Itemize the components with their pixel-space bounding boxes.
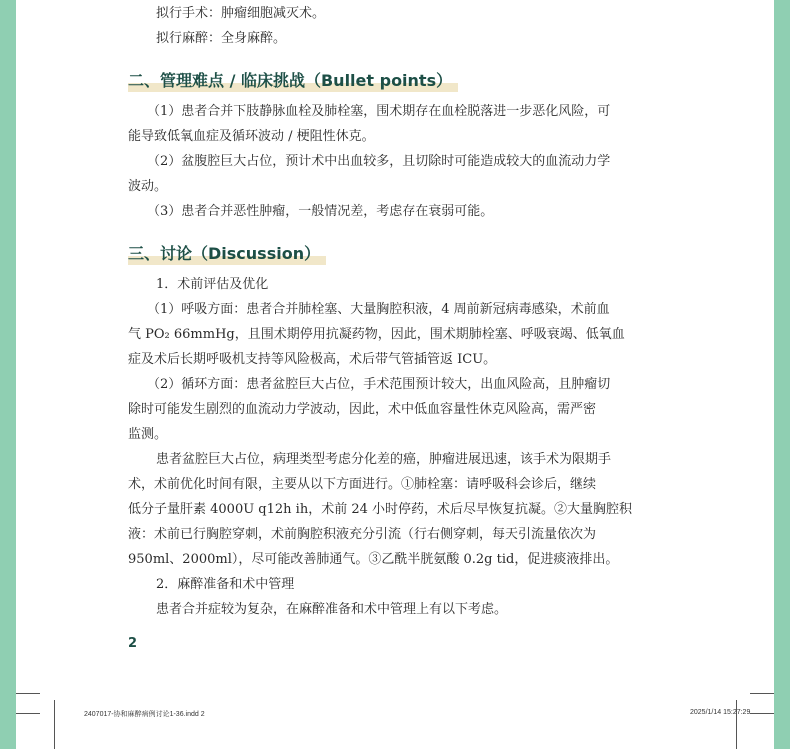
document-page (16, 0, 774, 749)
left-border (0, 0, 16, 749)
paragraph-line: 液：术前已行胸腔穿刺，术前胸腔积液充分引流（行右侧穿刺，每天引流量依次为 (128, 527, 597, 542)
paragraph-line: 监测。 (128, 427, 168, 442)
planned-surgery: 拟行手术：肿瘤细胞减灭术。 (156, 6, 326, 21)
crop-mark (54, 700, 55, 749)
paragraph-line: （1）患者合并下肢静脉血栓及肺栓塞，围术期存在血栓脱落进一步恶化风险，可 (147, 104, 611, 119)
paragraph-line: （3）患者合并恶性肿瘤，一般情况差，考虑存在衰弱可能。 (147, 204, 494, 219)
section-heading-discussion (128, 239, 326, 266)
footer-timestamp: 2025/1/14 15:27:29 (690, 709, 751, 716)
crop-mark (736, 700, 737, 749)
section-heading-text: 三、讨论（Discussion） (128, 244, 321, 263)
paragraph-line: 患者合并症较为复杂，在麻醉准备和术中管理上有以下考虑。 (156, 602, 508, 617)
paragraph-line: 低分子量肝素 4000U q12h ih，术前 24 小时停药，术后尽早恢复抗凝。②大量胸腔积 (128, 502, 633, 517)
subheading-preop: 1．术前评估及优化 (156, 277, 269, 292)
section-heading-text: 二、管理难点 / 临床挑战（Bullet points） (128, 71, 453, 90)
paragraph-line: 患者盆腔巨大占位，病理类型考虑分化差的癌，肿瘤进展迅速，该手术为限期手 (156, 452, 612, 467)
paragraph-line: 950ml、2000ml），尽可能改善肺通气。③乙酰半胱氨酸 0.2g tid，促进痰液排出。 (128, 552, 619, 567)
page-number: 2 (128, 636, 138, 651)
paragraph-line: 能导致低氧血症及循环波动 / 梗阻性休克。 (128, 129, 375, 144)
paragraph-line: 波动。 (128, 179, 168, 194)
paragraph-line: （1）呼吸方面：患者合并肺栓塞、大量胸腔积液，4 周前新冠病毒感染，术前血 (147, 302, 610, 317)
paragraph-line: 术，术前优化时间有限，主要从以下方面进行。①肺栓塞：请呼吸科会诊后，继续 (128, 477, 597, 492)
section-heading-challenges (128, 66, 458, 93)
subheading-intraop: 2．麻醉准备和术中管理 (156, 577, 295, 592)
paragraph-line: 气 PO₂ 66mmHg，且围术期停用抗凝药物，因此，围术期肺栓塞、呼吸衰竭、低氧血 (128, 327, 625, 342)
paragraph-line: （2）循环方面：患者盆腔巨大占位，手术范围预计较大，出血风险高，且肿瘤切 (147, 377, 611, 392)
crop-mark (16, 713, 40, 714)
paragraph-line: （2）盆腹腔巨大占位，预计术中出血较多，且切除时可能造成较大的血流动力学 (147, 154, 611, 169)
planned-anesthesia: 拟行麻醉：全身麻醉。 (156, 31, 287, 46)
crop-mark (750, 693, 774, 694)
footer-filename: 2407017-协和麻醉病例讨论1-36.indd 2 (84, 711, 205, 718)
crop-mark (16, 693, 40, 694)
crop-mark (750, 713, 774, 714)
paragraph-line: 除时可能发生剧烈的血流动力学波动，因此，术中低血容量性休克风险高，需严密 (128, 402, 597, 417)
right-border (774, 0, 790, 749)
paragraph-line: 症及术后长期呼吸机支持等风险极高，术后带气管插管返 ICU。 (128, 352, 497, 367)
